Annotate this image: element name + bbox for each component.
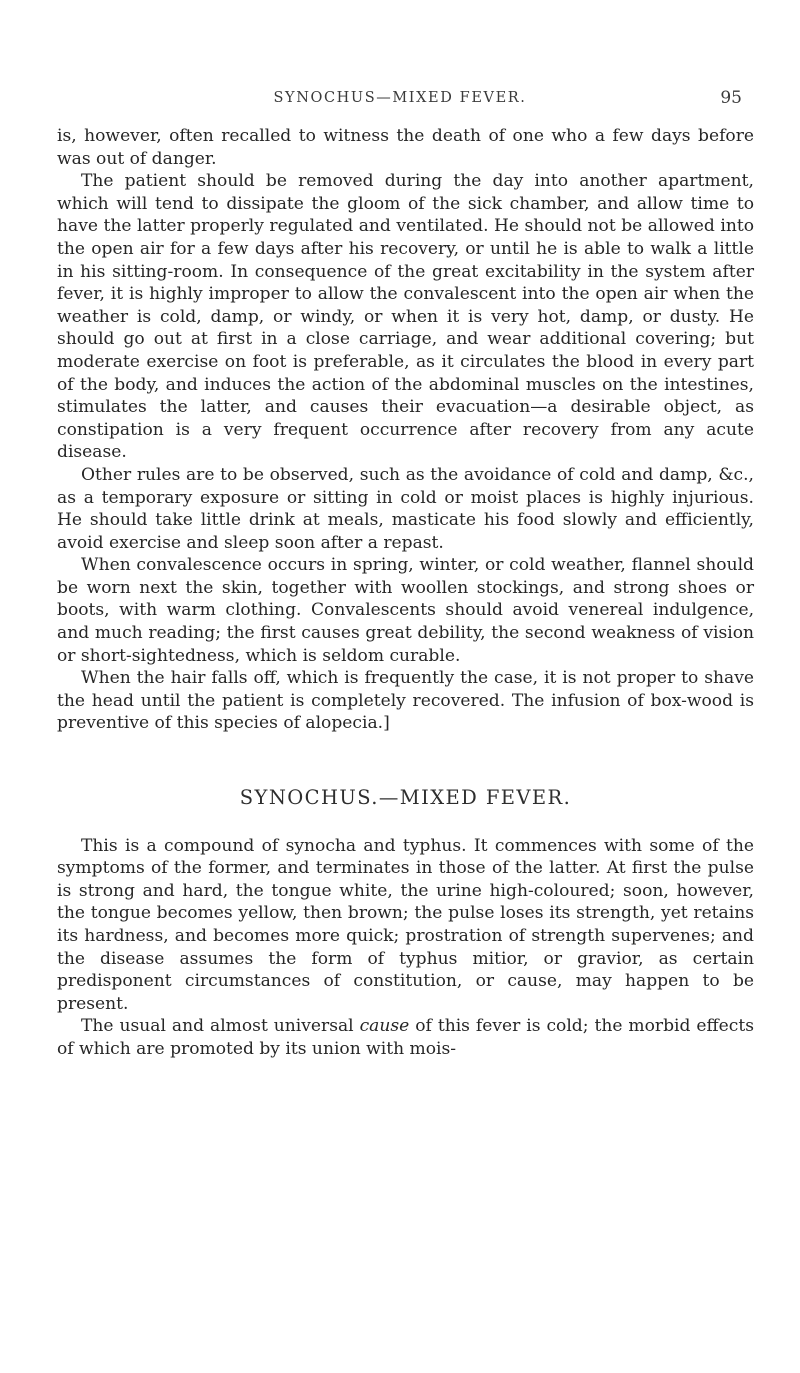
running-head xyxy=(0,90,800,114)
body-text xyxy=(57,125,754,1061)
paragraph-hair-loss: When the hair falls off, which is frequently the case, it is not proper to shave the head until the patient is completely recovered. The infusion of box-wood is preventive of this species of alopecia.] xyxy=(57,668,754,734)
running-title: SYNOCHUS—MIXED FEVER. xyxy=(273,90,527,106)
paragraph-continued: is, however, often recalled to witness the death of one who a few days before was out of danger. xyxy=(57,126,754,169)
cause-text-start: The usual and almost universal xyxy=(81,1016,360,1037)
section-heading: SYNOCHUS.—MIXED FEVER. xyxy=(239,786,572,810)
cause-italic-word: cause xyxy=(359,1016,410,1037)
paragraph-synochus-cause xyxy=(57,1015,754,1060)
cause-text-end: of this fever is cold; the morbid effects of which are promoted by its union with mois- xyxy=(57,1016,754,1059)
paragraph-removal-of-patient: The patient should be removed during the day into another apartment, which will tend to dissipate the gloom of the sick chamber, and allow time to have the latter properly regulated and ventilated. He should not be allowed into the open air for a few days after his recovery, or until he is able to walk a little in his sitting-room. In consequence of the great excitability in the system after fever, it is highly improper to allow the convalescent into the open air when the weather is cold, damp, or windy, or when it is very hot, damp, or dusty. He should go out at first in a close carriage, and wear additional covering; but moderate exercise on foot is preferable, as it circulates the blood in every part of the body, and induces the action of the abdominal muscles on the intestines, stimulates the latter, and causes their evacuation—a desirable object, as constipation is a very frequent occurrence after recovery from any acute disease. xyxy=(57,171,754,463)
page-number: 95 xyxy=(720,88,742,108)
paragraph-convalescence-weather: When convalescence occurs in spring, winter, or cold weather, flannel should be worn next the skin, together with woollen stockings, and strong shoes or boots, with warm clothing. Convalescents should avoid venereal indulgence, and much reading; the first causes great debility, the second weakness of vision or short-sightedness, which is seldom curable. xyxy=(57,555,754,666)
paragraph-other-rules: Other rules are to be observed, such as the avoidance of cold and damp, &c., as a temporary exposure or sitting in cold or moist places is highly injurious. He should take little drink at meals, masticate his food slowly and efficiently, avoid exercise and sleep soon after a repast. xyxy=(57,464,754,553)
paragraph-synochus-description: This is a compound of synocha and typhus. It commences with some of the symptoms of the former, and terminates in those of the latter. At first the pulse is strong and hard, the tongue white, the urine high-coloured; soon, however, the tongue becomes yellow, then brown; the pulse loses its strength, yet retains its hardness, and becomes more quick; prostration of strength supervenes; and the disease assumes the form of typhus mitior, or gravior, as certain predisponent circumstances of constitution, or cause, may happen to be present. xyxy=(57,835,754,1014)
